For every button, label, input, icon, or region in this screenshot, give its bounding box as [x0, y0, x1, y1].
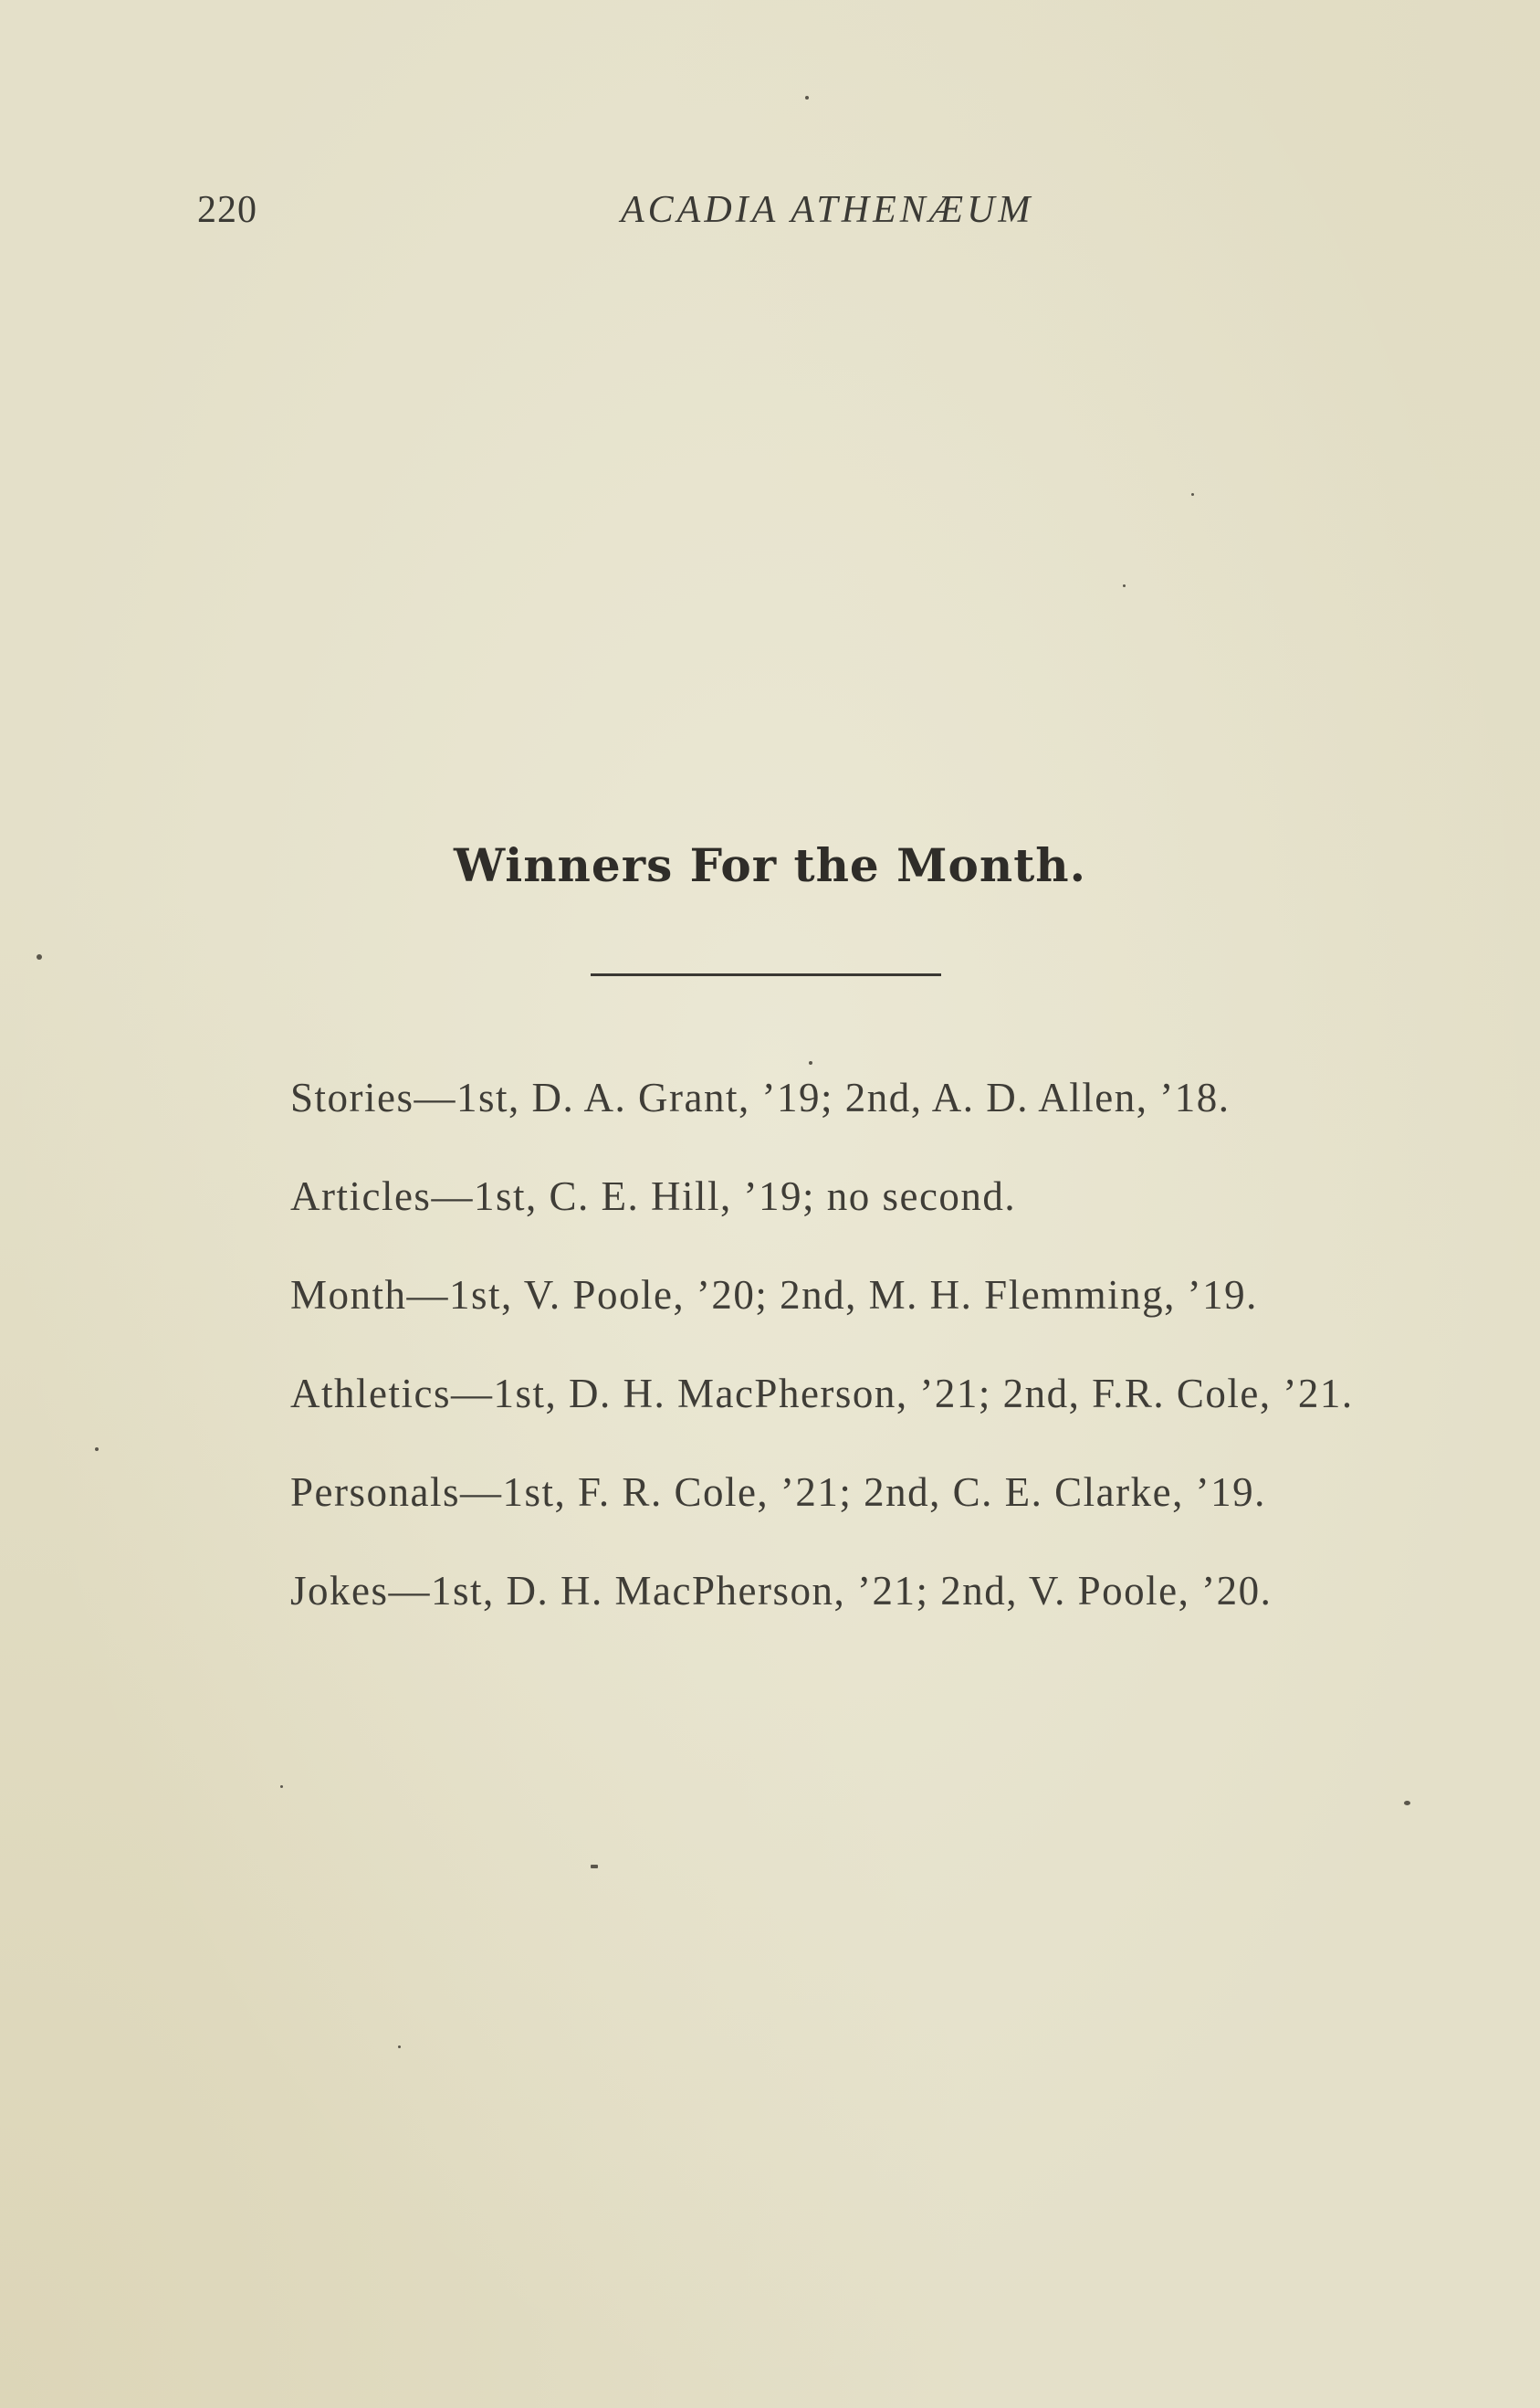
running-head: ACADIA ATHENÆUM [621, 189, 1034, 231]
paper-speck [1123, 584, 1126, 587]
section-title: Winners For the Month. [453, 838, 1087, 892]
paper-speck [280, 1785, 283, 1788]
paper-speck [809, 1061, 812, 1065]
winner-line-stories: Stories—1st, D. A. Grant, ’19; 2nd, A. D. Allen, ’18. [290, 1075, 1231, 1120]
page-number: 220 [197, 189, 257, 231]
paper-speck [591, 1865, 598, 1868]
paper-speck [95, 1447, 99, 1451]
paper-speck [1191, 493, 1194, 496]
winner-line-athletics: Athletics—1st, D. H. MacPherson, ’21; 2nd, F.R. Cole, ’21. [290, 1371, 1354, 1416]
winner-line-jokes: Jokes—1st, D. H. MacPherson, ’21; 2nd, V. Poole, ’20. [290, 1568, 1273, 1614]
paper-speck [1404, 1801, 1410, 1805]
title-rule [591, 973, 941, 976]
winner-line-personals: Personals—1st, F. R. Cole, ’21; 2nd, C. E. Clarke, ’19. [290, 1469, 1266, 1515]
winner-line-articles: Articles—1st, C. E. Hill, ’19; no second. [290, 1173, 1017, 1219]
paper-speck [805, 96, 809, 100]
paper-speck [37, 954, 42, 960]
winner-line-month: Month—1st, V. Poole, ’20; 2nd, M. H. Flemming, ’19. [290, 1272, 1258, 1318]
paper-speck [398, 2045, 401, 2048]
winners-list [290, 1075, 1354, 1669]
